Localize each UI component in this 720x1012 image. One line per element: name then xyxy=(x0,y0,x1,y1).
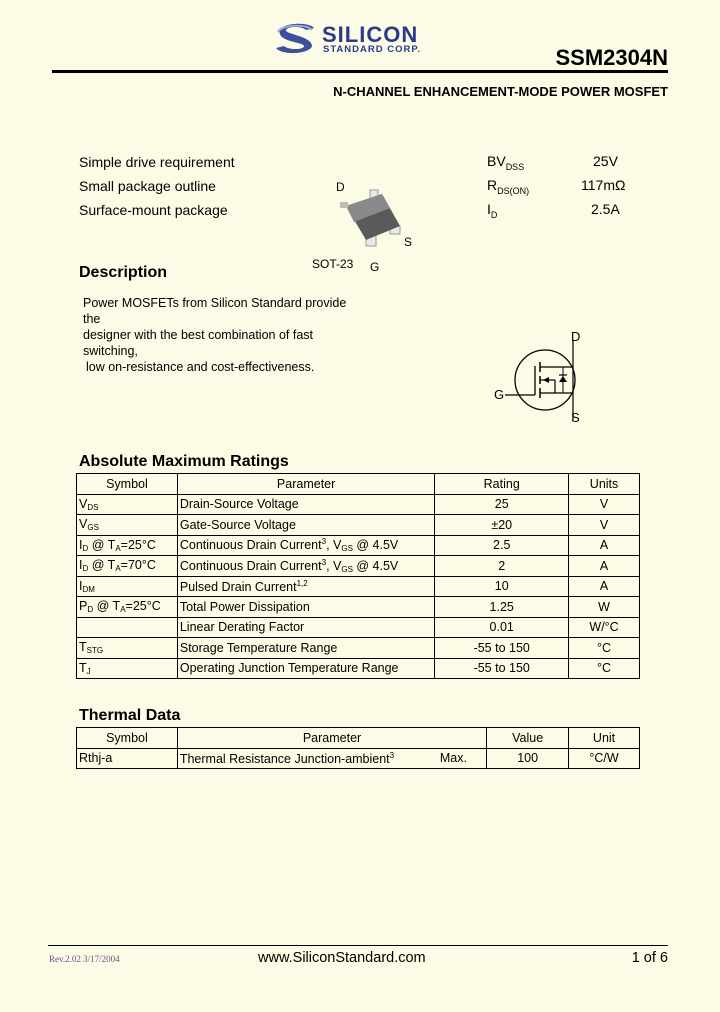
parameter-cell: Continuous Drain Current$^3$, $V_{GS}$ @ 4.5V xyxy=(177,556,434,577)
column-header: Symbol xyxy=(77,728,178,749)
rating-cell: 1.25 xyxy=(435,597,569,618)
abs-max-table xyxy=(76,473,640,679)
spec-symbol: $BV_{DSS}$ xyxy=(487,153,525,172)
schematic-pin-g-label: G xyxy=(494,387,505,402)
parameter-cell: Thermal Resistance Junction-ambient$^3$ Max. xyxy=(177,748,486,769)
unit-cell: W xyxy=(569,597,640,618)
column-header: Parameter xyxy=(177,728,486,749)
symbol-cell: $T_J$ xyxy=(77,658,178,679)
feature-item: Simple drive requirement xyxy=(79,154,235,170)
package-pin-g-label: G xyxy=(370,260,380,274)
symbol-cell: Rthj-a xyxy=(77,748,178,769)
table-header-row xyxy=(77,474,640,495)
revision-text: Rev.2.02 3/17/2004 xyxy=(49,954,120,964)
column-header: Parameter xyxy=(177,474,434,495)
table-row xyxy=(77,638,640,659)
table-row xyxy=(77,515,640,536)
unit-cell: A xyxy=(569,576,640,597)
package-name: SOT-23 xyxy=(312,257,354,271)
rating-cell: 2 xyxy=(435,556,569,577)
abs-max-heading: Absolute Maximum Ratings xyxy=(79,453,289,470)
spec-value: 2.5A xyxy=(591,201,620,217)
rating-cell: 25 xyxy=(435,494,569,515)
spec-symbol: $R_{DS(ON)}$ xyxy=(487,177,530,196)
rating-cell: -55 to 150 xyxy=(435,638,569,659)
unit-cell: A xyxy=(569,556,640,577)
website-url[interactable]: www.SiliconStandard.com xyxy=(258,950,426,966)
parameter-cell: Gate-Source Voltage xyxy=(177,515,434,536)
document-subtitle: N-CHANNEL ENHANCEMENT-MODE POWER MOSFET xyxy=(333,84,668,99)
parameter-cell: Operating Junction Temperature Range xyxy=(177,658,434,679)
spec-symbol: $I_D$ xyxy=(487,201,498,220)
unit-cell: °C xyxy=(569,638,640,659)
parameter-cell: Drain-Source Voltage xyxy=(177,494,434,515)
column-header: Units xyxy=(569,474,640,495)
qualifier-text: Max. xyxy=(439,750,467,765)
table-row xyxy=(77,748,640,769)
symbol-cell: $I_{DM}$ xyxy=(77,576,178,597)
schematic-pin-d-label: D xyxy=(571,329,581,344)
description-line: designer with the best combination of fast switching, xyxy=(83,328,313,358)
table-row xyxy=(77,597,640,618)
parameter-cell: Pulsed Drain Current$^{1,2}$ xyxy=(177,576,434,597)
spec-value: 117mΩ xyxy=(581,177,626,193)
parameter-cell: Storage Temperature Range xyxy=(177,638,434,659)
rating-cell: ±20 xyxy=(435,515,569,536)
unit-cell: V xyxy=(569,515,640,536)
value-cell: 100 xyxy=(487,748,569,769)
description-line: low on-resistance and cost-effectiveness. xyxy=(86,360,315,374)
page-number: 1 of 6 xyxy=(631,950,668,966)
mosfet-symbol-icon xyxy=(505,340,585,420)
rating-cell: 0.01 xyxy=(435,617,569,638)
table-row xyxy=(77,494,640,515)
symbol-cell: $I_D$ @ $T_A=70^\circ C$ xyxy=(77,556,178,577)
symbol-cell: $P_D$ @ $T_A=25^\circ C$ xyxy=(77,597,178,618)
table-row xyxy=(77,658,640,679)
column-header: Unit xyxy=(569,728,640,749)
parameter-cell: Total Power Dissipation xyxy=(177,597,434,618)
symbol-cell: $T_{STG}$ xyxy=(77,638,178,659)
rating-cell: 10 xyxy=(435,576,569,597)
unit-cell: °C xyxy=(569,658,640,679)
table-row xyxy=(77,556,640,577)
part-number: SSM2304N xyxy=(555,45,668,70)
column-header: Rating xyxy=(435,474,569,495)
column-header: Symbol xyxy=(77,474,178,495)
table-header-row xyxy=(77,728,640,749)
unit-cell: V xyxy=(569,494,640,515)
rating-cell: -55 to 150 xyxy=(435,658,569,679)
package-pin-s-label: S xyxy=(404,235,413,249)
table-row xyxy=(77,535,640,556)
column-header: Value xyxy=(487,728,569,749)
schematic-pin-s-label: S xyxy=(571,410,580,425)
symbol-cell: $I_D$ @ $T_A=25^\circ C$ xyxy=(77,535,178,556)
spec-value: 25V xyxy=(593,153,618,169)
thermal-heading: Thermal Data xyxy=(79,707,181,724)
logo-text-secondary: STANDARD CORP. xyxy=(323,44,422,55)
parameter-cell: Linear Derating Factor xyxy=(177,617,434,638)
sot23-package-icon xyxy=(332,186,412,256)
header-divider xyxy=(52,70,668,73)
description-line: Power MOSFETs from Silicon Standard provide the xyxy=(83,296,347,326)
parameter-cell: Continuous Drain Current$^3$, $V_{GS}$ @ 4.5V xyxy=(177,535,434,556)
feature-item: Small package outline xyxy=(79,178,216,194)
table-row xyxy=(77,617,640,638)
description-heading: Description xyxy=(79,264,168,281)
unit-cell: W/°C xyxy=(569,617,640,638)
thermal-table xyxy=(76,727,640,769)
logo-s-mark-icon xyxy=(274,20,318,56)
unit-cell: °C/W xyxy=(569,748,640,769)
symbol-cell: $V_{GS}$ xyxy=(77,515,178,536)
table-row xyxy=(77,576,640,597)
symbol-cell: $V_{DS}$ xyxy=(77,494,178,515)
footer-divider xyxy=(48,945,668,946)
feature-item: Surface-mount package xyxy=(79,202,228,218)
symbol-cell xyxy=(77,617,178,638)
package-pin-d-label: D xyxy=(336,180,345,194)
description-text xyxy=(83,295,363,375)
logo-text-primary: SILICON xyxy=(322,22,419,47)
rating-cell: 2.5 xyxy=(435,535,569,556)
unit-cell: A xyxy=(569,535,640,556)
